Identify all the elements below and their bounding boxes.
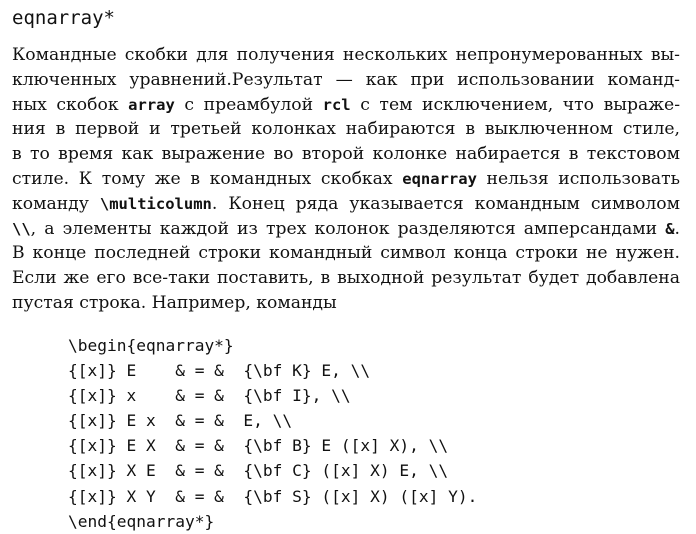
code-line: {[x]} X E & = & {\bf C} ([x] X) E, \\ bbox=[68, 461, 449, 481]
section-heading: eqnarray* bbox=[12, 7, 115, 29]
code-line: \begin{eqnarray*} bbox=[68, 336, 234, 355]
code-token: array bbox=[128, 95, 175, 114]
text-run: ния в первой и третьей колонках набираются в выключенном стиле, bbox=[12, 119, 680, 140]
text-run: с преамбулой bbox=[174, 94, 323, 115]
code-line: {[x]} X Y & = & {\bf S} ([x] X) ([x] Y). bbox=[68, 486, 478, 506]
text-run: ключенных уравнений.Результат — как при использовании команд- bbox=[12, 69, 680, 90]
text-run: нельзя использовать bbox=[476, 168, 680, 189]
text-run: . bbox=[674, 218, 680, 239]
paragraph-line bbox=[12, 142, 680, 167]
description-paragraph bbox=[12, 43, 680, 316]
text-run: стиле. К тому же в командных скобках bbox=[12, 168, 403, 189]
text-run: пустая строка. Например, команды bbox=[12, 292, 337, 313]
paragraph-line bbox=[12, 117, 680, 142]
code-example bbox=[68, 333, 477, 534]
text-run: команду bbox=[12, 193, 100, 214]
paragraph-line bbox=[12, 291, 680, 316]
paragraph-line bbox=[12, 167, 680, 192]
paragraph-line bbox=[12, 266, 680, 291]
code-token: & bbox=[665, 219, 675, 238]
paragraph-line bbox=[12, 93, 680, 118]
code-line: {[x]} E X & = & {\bf B} E ([x] X), \\ bbox=[68, 436, 449, 456]
paragraph-line bbox=[12, 241, 680, 266]
text-run: с тем исключением, что выраже- bbox=[350, 94, 680, 115]
code-line: {[x]} x & = & {\bf I}, \\ bbox=[68, 386, 351, 406]
text-run: в то время как выражение во второй колонке набирается в текстовом bbox=[12, 144, 680, 165]
paragraph-line bbox=[12, 217, 680, 242]
text-run: . Конец ряда указывается командным символом bbox=[211, 193, 680, 214]
code-token: rcl bbox=[322, 95, 351, 114]
text-run: ных скобок bbox=[12, 94, 129, 115]
text-run: , а элементы каждой из трех колонок разделяются амперсандами bbox=[30, 218, 666, 239]
paragraph-line bbox=[12, 43, 680, 68]
paragraph-line bbox=[12, 192, 680, 217]
code-line: \end{eqnarray*} bbox=[68, 511, 215, 531]
code-line: {[x]} E & = & {\bf K} E, \\ bbox=[68, 361, 371, 381]
text-run: Если же его все-таки поставить, в выходной результат будет добавлена bbox=[12, 268, 680, 289]
code-token: \\ bbox=[12, 219, 31, 238]
paragraph-line bbox=[12, 68, 680, 93]
code-token: eqnarray bbox=[402, 169, 477, 188]
code-line: {[x]} E x & = & E, \\ bbox=[68, 411, 293, 431]
text-run: Командные скобки для получения нескольких непронумерованных вы- bbox=[12, 45, 680, 65]
text-run: В конце последней строки командный символ конца строки не нужен. bbox=[12, 243, 680, 264]
code-token: \multicolumn bbox=[99, 194, 212, 213]
